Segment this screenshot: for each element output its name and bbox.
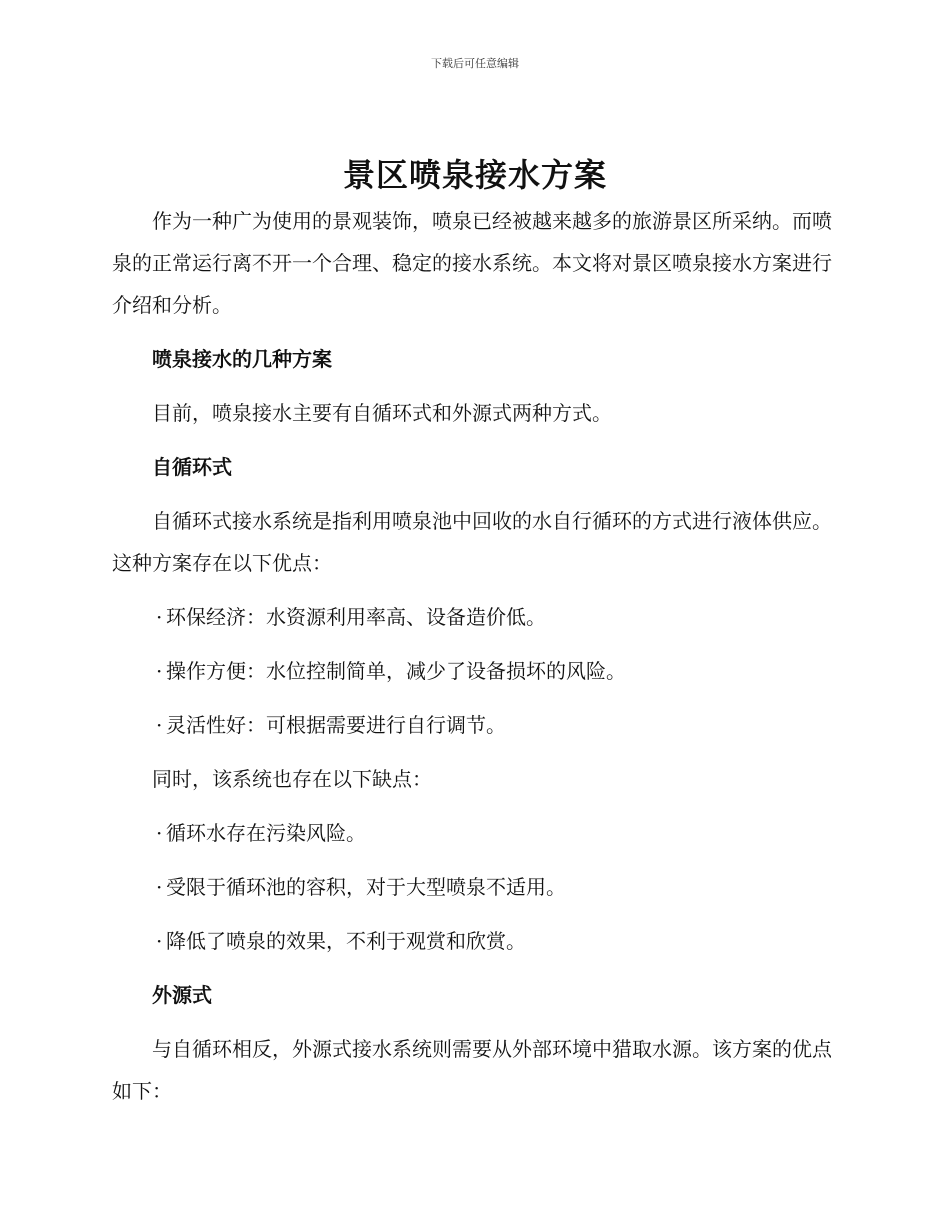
list-item — [112, 812, 832, 854]
list-item-text: 操作方便：水位控制简单，减少了设备损坏的风险。 — [166, 659, 626, 683]
bullet-icon: · — [156, 821, 163, 845]
section-heading-external-source: 外源式 — [152, 983, 212, 1007]
list-item — [112, 650, 832, 692]
section-heading-schemes: 喷泉接水的几种方案 — [152, 347, 332, 371]
section-heading-self-circulation: 自循环式 — [152, 455, 232, 479]
list-item — [112, 920, 832, 962]
list-item-text: 灵活性好：可根据需要进行自行调节。 — [166, 713, 506, 737]
self-circulation-paragraph: 自循环式接水系统是指利用喷泉池中回收的水自行循环的方式进行液体供应。这种方案存在以下优点： — [112, 509, 832, 575]
bullet-icon: · — [156, 605, 163, 629]
list-item-text: 受限于循环池的容积，对于大型喷泉不适用。 — [166, 875, 566, 899]
document-body — [112, 200, 832, 1124]
schemes-paragraph: 目前，喷泉接水主要有自循环式和外源式两种方式。 — [152, 401, 612, 425]
bullet-icon: · — [156, 929, 163, 953]
list-item-text: 降低了喷泉的效果，不利于观赏和欣赏。 — [166, 929, 526, 953]
list-item-text: 环保经济：水资源利用率高、设备造价低。 — [166, 605, 546, 629]
external-source-paragraph: 与自循环相反，外源式接水系统则需要从外部环境中猎取水源。该方案的优点如下： — [112, 1037, 832, 1103]
list-item-text: 循环水存在污染风险。 — [166, 821, 366, 845]
list-item — [112, 866, 832, 908]
bullet-icon: · — [156, 875, 163, 899]
disadvantages-paragraph: 同时，该系统也存在以下缺点： — [152, 767, 432, 791]
list-item — [112, 704, 832, 746]
list-item — [112, 596, 832, 638]
intro-paragraph: 作为一种广为使用的景观装饰，喷泉已经被越来越多的旅游景区所采纳。而喷泉的正常运行离不开一个合理、稳定的接水系统。本文将对景区喷泉接水方案进行介绍和分析。 — [112, 209, 832, 317]
document-title: 景区喷泉接水方案 — [342, 156, 607, 194]
bullet-icon: · — [156, 713, 163, 737]
header-note: 下载后可任意编辑 — [431, 57, 519, 70]
bullet-icon: · — [156, 659, 163, 683]
